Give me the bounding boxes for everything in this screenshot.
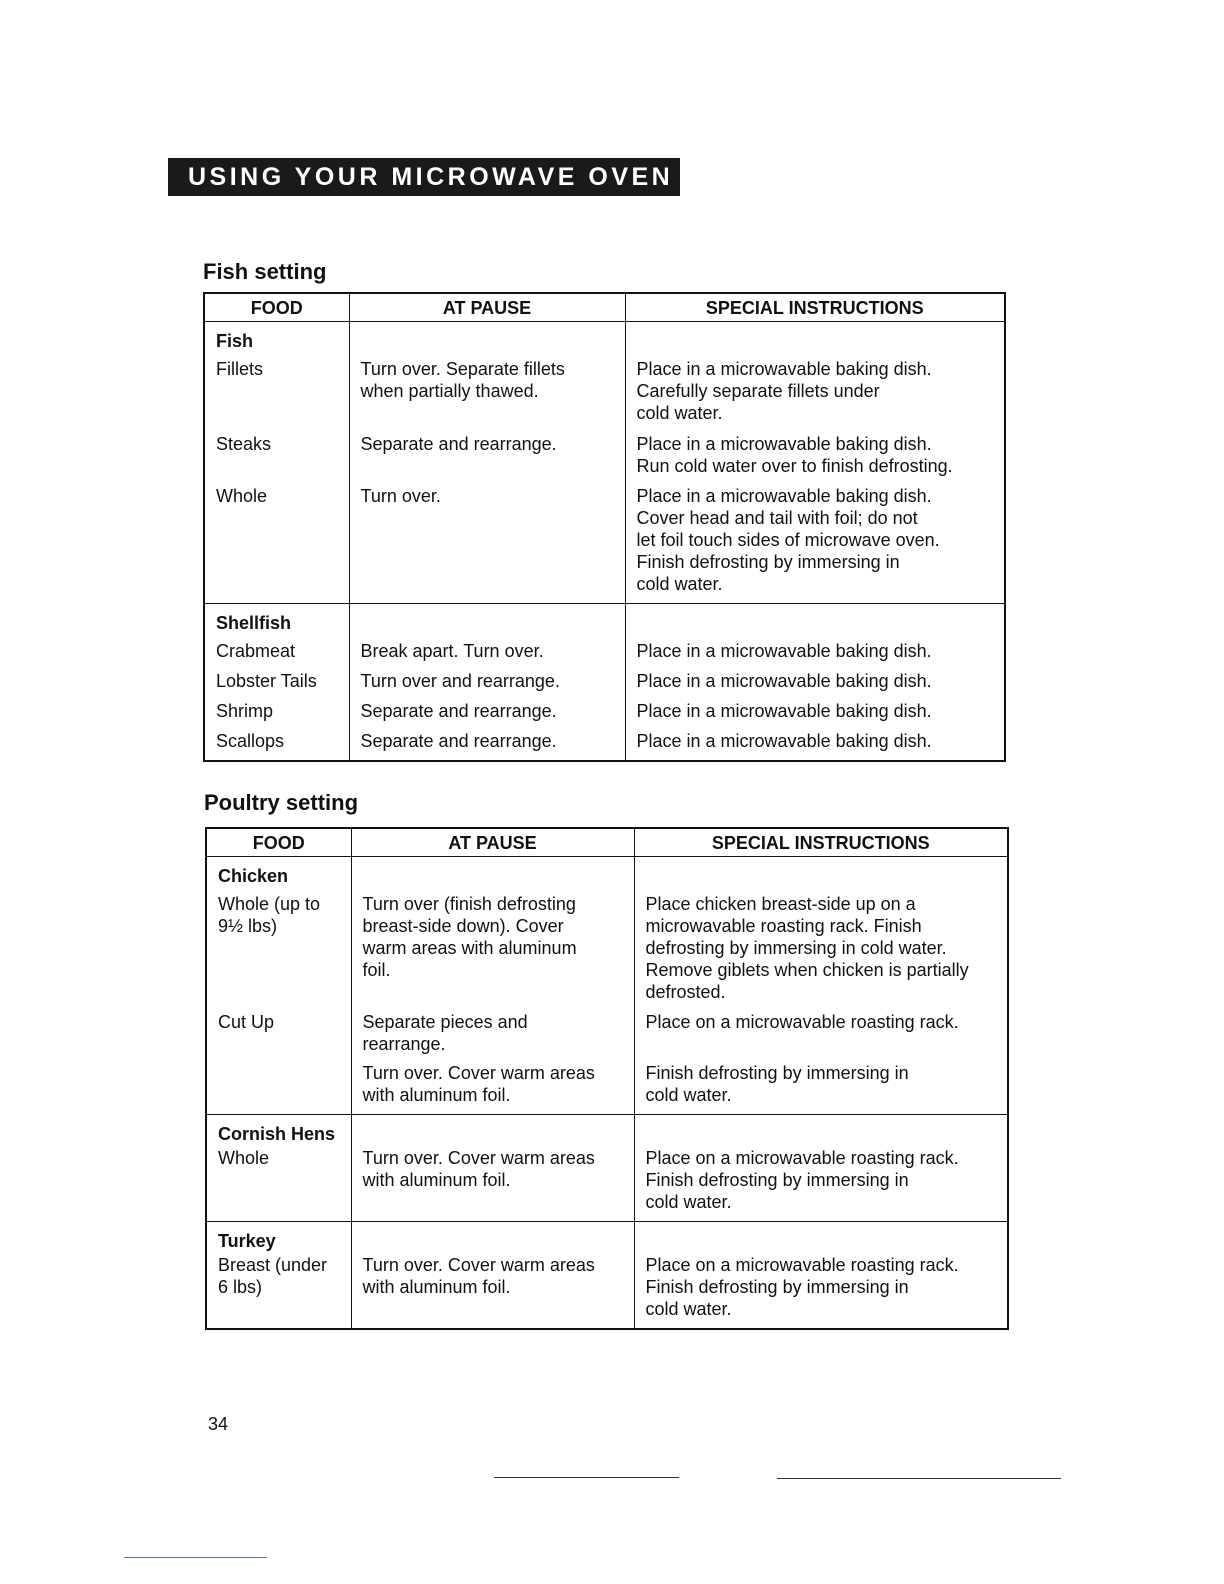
instruction-text: Run cold water over to finish defrosting. [636,456,953,476]
instruction-text: cold water. [645,1192,732,1212]
food-label: 9½ lbs) [218,916,278,936]
instruction-text: Remove giblets when chicken is partially [645,960,969,980]
pause-text: Separate and rearrange. [360,731,557,751]
column-header-special-instructions: SPECIAL INSTRUCTIONS [625,293,1005,322]
column-header-food: FOOD [206,828,351,857]
category-label-cornish-hens: Cornish Hens [218,1124,336,1144]
instruction-text: Finish defrosting by immersing in [645,1277,909,1297]
table-row-turkey-heading [206,1222,1008,1255]
food-label: Steaks [216,434,272,454]
column-header-at-pause: AT PAUSE [349,293,625,322]
table-row-turkey-breast [206,1254,1008,1329]
pause-text: Turn over. Cover warm areas [362,1063,595,1083]
instruction-text: Finish defrosting by immersing in [645,1063,909,1083]
food-label: Lobster Tails [216,671,317,691]
food-label: Crabmeat [216,641,296,661]
food-label: Shrimp [216,701,274,721]
pause-text: Turn over and rearrange. [360,671,560,691]
instruction-text: Place in a microwavable baking dish. [636,641,932,661]
table-row-shellfish-heading [204,604,1005,641]
food-label: Whole [218,1148,270,1168]
column-header-special-instructions: SPECIAL INSTRUCTIONS [634,828,1008,857]
instruction-text: cold water. [636,574,723,594]
pause-text: breast-side down). Cover [362,916,564,936]
pause-text: Turn over. Separate fillets [360,359,565,379]
instruction-text: Place in a microwavable baking dish. [636,434,932,454]
instruction-text: Place in a microwavable baking dish. [636,731,932,751]
category-label-shellfish: Shellfish [216,613,292,633]
instruction-text: Finish defrosting by immersing in [645,1170,909,1190]
table-row-chicken-cut-up-continued [206,1062,1008,1115]
food-label: Cut Up [218,1012,275,1032]
instruction-text: Cover head and tail with foil; do not [636,508,918,528]
table-row-shrimp [204,700,1005,730]
food-label: 6 lbs) [218,1277,263,1297]
food-label: Scallops [216,731,285,751]
instruction-text: microwavable roasting rack. Finish [645,916,922,936]
pause-text: Turn over. Cover warm areas [362,1148,595,1168]
pause-text: Turn over. Cover warm areas [362,1255,595,1275]
category-label-turkey: Turkey [218,1231,276,1251]
table-row-chicken-heading [206,857,1008,894]
instruction-text: Place on a microwavable roasting rack. [645,1012,959,1032]
footer-rule-blue [124,1557,267,1558]
pause-text: with aluminum foil. [362,1277,511,1297]
instruction-text: cold water. [645,1299,732,1319]
category-label-chicken: Chicken [218,866,289,886]
instruction-text: Carefully separate fillets under [636,381,880,401]
page-number: 34 [208,1414,229,1434]
section-banner: USING YOUR MICROWAVE OVEN [168,158,680,196]
pause-text: with aluminum foil. [362,1170,511,1190]
table-row-whole-fish [204,485,1005,604]
table-row-scallops [204,730,1005,761]
table-row-crabmeat [204,640,1005,670]
pause-text: Break apart. Turn over. [360,641,544,661]
fish-setting-table [203,292,1006,762]
pause-text: when partially thawed. [360,381,539,401]
instruction-text: Place in a microwavable baking dish. [636,486,932,506]
pause-text: rearrange. [362,1034,446,1054]
category-label-fish: Fish [216,331,254,351]
pause-text: Separate and rearrange. [360,434,557,454]
poultry-setting-table [205,827,1009,1330]
table-row-steaks [204,433,1005,485]
poultry-setting-title: Poultry setting [204,790,359,815]
fish-setting-title: Fish setting [203,259,327,284]
instruction-text: Place on a microwavable roasting rack. [645,1148,959,1168]
food-label: Breast (under [218,1255,328,1275]
footer-rule-right [777,1478,1061,1479]
food-label: Whole (up to [218,894,321,914]
column-header-food: FOOD [204,293,349,322]
table-row-fish-heading [204,322,1005,359]
instruction-text: Finish defrosting by immersing in [636,552,900,572]
food-label: Whole [216,486,268,506]
table-row-chicken-cut-up [206,1011,1008,1062]
instruction-text: let foil touch sides of microwave oven. [636,530,940,550]
pause-text: Separate and rearrange. [360,701,557,721]
instruction-text: defrosted. [645,982,726,1002]
table-header-row [204,293,1005,322]
table-row-cornish-whole [206,1147,1008,1222]
table-header-row [206,828,1008,857]
food-label: Fillets [216,359,264,379]
instruction-text: defrosting by immersing in cold water. [645,938,947,958]
instruction-text: Place on a microwavable roasting rack. [645,1255,959,1275]
instruction-text: cold water. [645,1085,732,1105]
pause-text: warm areas with aluminum [362,938,577,958]
instruction-text: Place chicken breast-side up on a [645,894,916,914]
column-header-at-pause: AT PAUSE [351,828,634,857]
table-row-cornish-heading [206,1115,1008,1148]
pause-text: Turn over. [360,486,441,506]
table-row-lobster-tails [204,670,1005,700]
table-row-fillets [204,358,1005,433]
instruction-text: cold water. [636,403,723,423]
table-row-chicken-whole [206,893,1008,1011]
pause-text: Separate pieces and [362,1012,528,1032]
pause-text: with aluminum foil. [362,1085,511,1105]
pause-text: Turn over (finish defrosting [362,894,576,914]
footer-rule-left [494,1477,679,1478]
instruction-text: Place in a microwavable baking dish. [636,701,932,721]
instruction-text: Place in a microwavable baking dish. [636,359,932,379]
instruction-text: Place in a microwavable baking dish. [636,671,932,691]
pause-text: foil. [362,960,391,980]
